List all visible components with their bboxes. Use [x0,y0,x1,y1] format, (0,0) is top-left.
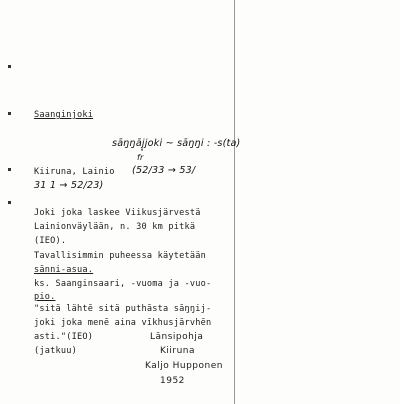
body-line: sānni-asua. [34,265,94,275]
edge-mark [8,65,11,68]
map-reference-1: (52/33 → 53/ [132,165,196,176]
body-line: "sitä lähtē sitä puthāsta sāŋŋij- [34,304,212,314]
body-line: joki joka menē aina vīkhusjārvhēn [34,318,212,328]
headword: Saanginjoki [34,110,94,120]
record-year: 1952 [160,376,185,386]
body-line: Joki joka laskee Viikusjärvestä [34,208,201,218]
edge-mark [8,168,11,171]
location-line: Kiiruna, Lainio [34,167,115,177]
body-line: pio. [34,292,56,302]
edge-mark [8,112,11,115]
body-line: asti."(IEO) [34,332,94,342]
map-ref-note: fr [137,153,144,162]
body-line: Tavallisimmin puheessa käytetään [34,251,206,261]
map-reference-2: 31 1 → 52/23) [34,180,104,191]
continues-note: (jatkuu) [34,346,77,356]
recorder-place: Kiiruna [160,346,196,356]
region-label: Lānsipohja [150,332,204,342]
recorder-name: Kaljo Hupponen [145,361,223,371]
body-line: ks. Saanginsaari, -vuoma ja -vuo- [34,279,212,289]
edge-mark [8,201,11,204]
phonetic-form: sāŋŋāj̥joki ~ sāŋŋi : -s(ta) [112,138,241,149]
card-fold-line [234,0,235,404]
body-line: Lainionväylään, n. 30 km pitkä [34,222,196,232]
body-line: (IEO). [34,236,67,246]
